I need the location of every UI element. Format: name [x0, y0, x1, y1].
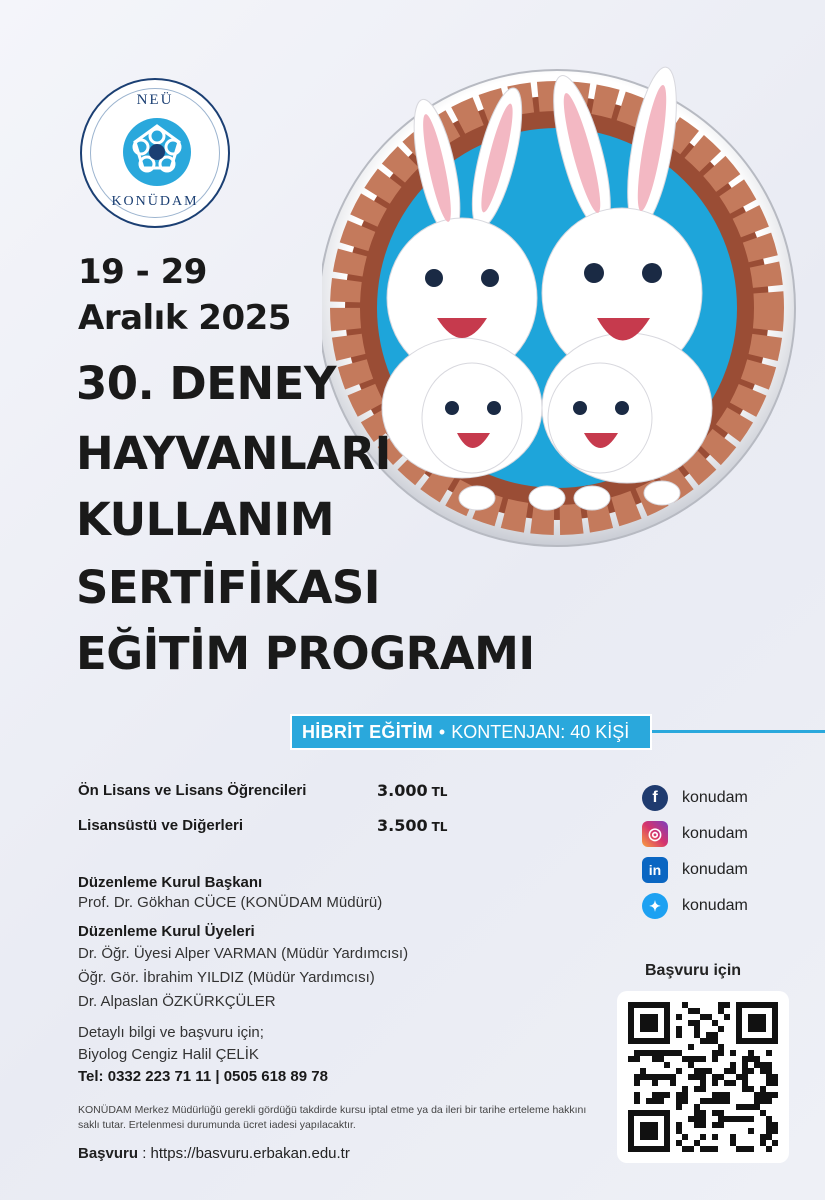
qr-module: [712, 1032, 718, 1038]
qr-module: [712, 1146, 718, 1152]
qr-module: [748, 1086, 754, 1092]
qr-module: [634, 1056, 640, 1062]
qr-module: [736, 1074, 742, 1080]
qr-module: [694, 1020, 700, 1026]
qr-module: [718, 1116, 724, 1122]
qr-module: [730, 1116, 736, 1122]
qr-module: [742, 1056, 748, 1062]
qr-module: [712, 1020, 718, 1026]
qr-module: [754, 1092, 760, 1098]
qr-module: [742, 1086, 748, 1092]
qr-module: [694, 1026, 700, 1032]
price-label-graduate: Lisansüstü ve Diğerleri: [78, 817, 244, 834]
qr-module: [700, 1134, 706, 1140]
qr-module: [652, 1080, 658, 1086]
qr-module: [760, 1098, 766, 1104]
qr-module: [724, 1080, 730, 1086]
qr-module: [670, 1080, 676, 1086]
qr-module: [766, 1122, 772, 1128]
qr-module: [634, 1080, 640, 1086]
qr-module: [742, 1068, 748, 1074]
qr-module: [748, 1068, 754, 1074]
application-line: [78, 1145, 350, 1162]
qr-module: [676, 1050, 682, 1056]
application-separator: :: [142, 1145, 147, 1162]
qr-module: [634, 1092, 640, 1098]
logo-top-text: NEÜ: [136, 92, 174, 108]
social-handle: konudam: [682, 861, 748, 878]
qr-module: [694, 1122, 700, 1128]
qr-title: Başvuru için: [645, 962, 742, 979]
qr-module: [700, 1080, 706, 1086]
qr-module: [688, 1056, 694, 1062]
qr-module: [688, 1074, 694, 1080]
qr-module: [712, 1134, 718, 1140]
qr-module: [718, 1050, 724, 1056]
qr-module: [718, 1110, 724, 1116]
qr-module: [652, 1050, 658, 1056]
qr-module: [712, 1074, 718, 1080]
price-currency: TL: [431, 820, 448, 834]
qr-finder: [640, 1014, 658, 1032]
qr-module: [664, 1074, 670, 1080]
qr-module: [676, 1104, 682, 1110]
qr-module: [766, 1128, 772, 1134]
qr-module: [706, 1038, 712, 1044]
qr-module: [754, 1056, 760, 1062]
social-facebook[interactable]: [642, 785, 748, 811]
social-handle: konudam: [682, 825, 748, 842]
qr-module: [682, 1056, 688, 1062]
qr-module: [724, 1092, 730, 1098]
qr-module: [748, 1146, 754, 1152]
month-year: Aralık 2025: [78, 298, 291, 338]
qr-module: [658, 1056, 664, 1062]
price-value-graduate: [377, 816, 447, 835]
qr-module: [700, 1038, 706, 1044]
qr-module: [772, 1140, 778, 1146]
qr-code-icon: [628, 1002, 778, 1152]
qr-module: [766, 1146, 772, 1152]
title-line-1: 30. DENEY: [76, 357, 336, 410]
qr-module: [706, 1068, 712, 1074]
qr-module: [766, 1080, 772, 1086]
qr-module: [730, 1062, 736, 1068]
qr-module: [718, 1002, 724, 1008]
members-heading: Düzenleme Kurul Üyeleri: [78, 923, 255, 940]
qr-module: [760, 1092, 766, 1098]
qr-module: [688, 1116, 694, 1122]
price-currency: TL: [431, 785, 448, 799]
qr-module: [736, 1116, 742, 1122]
qr-module: [718, 1008, 724, 1014]
logo-bottom-text: KONÜDAM: [111, 194, 199, 209]
qr-module: [712, 1122, 718, 1128]
qr-module: [688, 1062, 694, 1068]
qr-module: [712, 1092, 718, 1098]
qr-module: [634, 1098, 640, 1104]
qr-module: [652, 1074, 658, 1080]
qr-module: [634, 1050, 640, 1056]
qr-module: [742, 1116, 748, 1122]
qr-module: [754, 1062, 760, 1068]
price-amount: 3.500: [377, 816, 428, 835]
qr-module: [760, 1110, 766, 1116]
qr-module: [760, 1140, 766, 1146]
qr-finder: [640, 1122, 658, 1140]
qr-module: [742, 1074, 748, 1080]
date-range: 19 - 29: [78, 252, 207, 292]
training-banner: [290, 714, 652, 750]
qr-module: [730, 1140, 736, 1146]
qr-module: [736, 1146, 742, 1152]
qr-module: [682, 1002, 688, 1008]
qr-module: [700, 1086, 706, 1092]
qr-module: [766, 1134, 772, 1140]
qr-module: [748, 1050, 754, 1056]
qr-module: [718, 1098, 724, 1104]
social-handle: konudam: [682, 897, 748, 914]
qr-code[interactable]: [617, 991, 789, 1163]
qr-module: [712, 1050, 718, 1056]
qr-module: [766, 1116, 772, 1122]
qr-module: [700, 1146, 706, 1152]
rabbits-illustration: [322, 58, 822, 558]
qr-module: [706, 1146, 712, 1152]
qr-module: [646, 1074, 652, 1080]
qr-module: [694, 1032, 700, 1038]
qr-module: [700, 1068, 706, 1074]
qr-module: [718, 1044, 724, 1050]
qr-module: [694, 1140, 700, 1146]
qr-module: [766, 1050, 772, 1056]
qr-module: [772, 1074, 778, 1080]
qr-module: [700, 1116, 706, 1122]
qr-module: [688, 1146, 694, 1152]
qr-module: [772, 1122, 778, 1128]
member-1: Dr. Öğr. Üyesi Alper VARMAN (Müdür Yardımcısı): [78, 945, 409, 962]
qr-module: [706, 1014, 712, 1020]
qr-module: [694, 1056, 700, 1062]
qr-module: [742, 1080, 748, 1086]
qr-module: [760, 1068, 766, 1074]
qr-module: [700, 1098, 706, 1104]
qr-module: [676, 1068, 682, 1074]
qr-module: [628, 1056, 634, 1062]
qr-module: [706, 1098, 712, 1104]
qr-module: [736, 1104, 742, 1110]
konudam-logo: [80, 78, 230, 228]
qr-module: [724, 1116, 730, 1122]
qr-module: [724, 1014, 730, 1020]
qr-module: [652, 1092, 658, 1098]
qr-module: [676, 1128, 682, 1134]
qr-module: [766, 1068, 772, 1074]
qr-module: [712, 1038, 718, 1044]
qr-module: [676, 1140, 682, 1146]
banner-accent-line: [645, 730, 825, 733]
qr-finder: [748, 1014, 766, 1032]
qr-module: [676, 1014, 682, 1020]
logo-emblem-icon: [121, 116, 193, 188]
social-handle: konudam: [682, 789, 748, 806]
qr-module: [694, 1068, 700, 1074]
qr-module: [712, 1098, 718, 1104]
title-line-3: KULLANIM: [76, 493, 334, 546]
qr-module: [688, 1008, 694, 1014]
qr-module: [748, 1116, 754, 1122]
qr-module: [706, 1032, 712, 1038]
qr-module: [748, 1128, 754, 1134]
qr-module: [772, 1128, 778, 1134]
qr-module: [694, 1074, 700, 1080]
qr-module: [730, 1068, 736, 1074]
price-label-undergrad: Ön Lisans ve Lisans Öğrencileri: [78, 782, 307, 799]
qr-module: [658, 1092, 664, 1098]
member-3: Dr. Alpaslan ÖZKÜRKÇÜLER: [78, 993, 276, 1010]
qr-module: [730, 1050, 736, 1056]
qr-module: [652, 1098, 658, 1104]
qr-module: [742, 1062, 748, 1068]
application-link[interactable]: https://basvuru.erbakan.edu.tr: [150, 1145, 350, 1162]
linkedin-icon: in: [642, 857, 668, 883]
qr-module: [682, 1086, 688, 1092]
qr-module: [676, 1122, 682, 1128]
qr-module: [712, 1110, 718, 1116]
price-value-undergrad: [377, 781, 447, 800]
qr-module: [658, 1074, 664, 1080]
qr-module: [742, 1146, 748, 1152]
qr-module: [766, 1062, 772, 1068]
qr-module: [640, 1068, 646, 1074]
qr-module: [718, 1026, 724, 1032]
qr-module: [772, 1092, 778, 1098]
qr-module: [718, 1074, 724, 1080]
qr-module: [766, 1098, 772, 1104]
contact-intro: Detaylı bilgi ve başvuru için;: [78, 1024, 264, 1041]
qr-module: [700, 1074, 706, 1080]
qr-module: [694, 1110, 700, 1116]
chair-name: Prof. Dr. Gökhan CÜCE (KONÜDAM Müdürü): [78, 894, 383, 911]
qr-module: [676, 1032, 682, 1038]
qr-module: [724, 1002, 730, 1008]
qr-module: [766, 1092, 772, 1098]
qr-module: [664, 1050, 670, 1056]
title-line-4: SERTİFİKASI: [76, 561, 381, 614]
qr-module: [664, 1062, 670, 1068]
qr-module: [676, 1026, 682, 1032]
qr-module: [682, 1146, 688, 1152]
qr-module: [718, 1122, 724, 1128]
qr-module: [748, 1056, 754, 1062]
qr-module: [682, 1092, 688, 1098]
qr-module: [730, 1134, 736, 1140]
qr-module: [676, 1098, 682, 1104]
qr-module: [760, 1134, 766, 1140]
qr-module: [688, 1044, 694, 1050]
qr-module: [640, 1050, 646, 1056]
contact-phone: Tel: 0332 223 71 11 | 0505 618 89 78: [78, 1068, 328, 1085]
qr-module: [694, 1008, 700, 1014]
qr-module: [652, 1056, 658, 1062]
qr-module: [664, 1092, 670, 1098]
qr-module: [688, 1020, 694, 1026]
qr-module: [694, 1086, 700, 1092]
contact-person: Biyolog Cengiz Halil ÇELİK: [78, 1046, 259, 1063]
twitter-icon: ✦: [642, 893, 668, 919]
qr-module: [670, 1050, 676, 1056]
facebook-icon: f: [642, 785, 668, 811]
price-amount: 3.000: [377, 781, 428, 800]
qr-module: [700, 1014, 706, 1020]
qr-module: [760, 1086, 766, 1092]
qr-module: [682, 1098, 688, 1104]
qr-module: [670, 1074, 676, 1080]
qr-module: [730, 1080, 736, 1086]
qr-module: [712, 1056, 718, 1062]
qr-module: [754, 1104, 760, 1110]
training-mode: HİBRİT EĞİTİM: [302, 721, 433, 742]
qr-module: [700, 1122, 706, 1128]
social-linkedin[interactable]: [642, 857, 748, 883]
social-twitter[interactable]: [642, 893, 748, 919]
qr-module: [658, 1098, 664, 1104]
qr-module: [640, 1074, 646, 1080]
qr-module: [634, 1074, 640, 1080]
qr-module: [694, 1104, 700, 1110]
qr-module: [700, 1110, 706, 1116]
qr-module: [646, 1098, 652, 1104]
title-line-5: EĞİTİM PROGRAMI: [76, 627, 535, 680]
qr-module: [760, 1062, 766, 1068]
qr-module: [766, 1074, 772, 1080]
qr-module: [724, 1098, 730, 1104]
qr-module: [700, 1056, 706, 1062]
capacity-text: KONTENJAN: 40 KİŞİ: [451, 721, 630, 742]
member-2: Öğr. Gör. İbrahim YILDIZ (Müdür Yardımcısı): [78, 969, 375, 986]
banner-separator: •: [438, 721, 446, 742]
title-line-2: HAYVANLARI: [76, 427, 391, 480]
qr-module: [682, 1134, 688, 1140]
qr-module: [718, 1092, 724, 1098]
social-instagram[interactable]: [642, 821, 748, 847]
qr-module: [658, 1050, 664, 1056]
qr-module: [724, 1068, 730, 1074]
qr-module: [772, 1080, 778, 1086]
qr-module: [742, 1104, 748, 1110]
qr-module: [676, 1092, 682, 1098]
qr-module: [754, 1098, 760, 1104]
qr-module: [712, 1080, 718, 1086]
qr-module: [748, 1104, 754, 1110]
legal-note: KONÜDAM Merkez Müdürlüğü gerekli gördüğü takdirde kursu iptal etme ya da ileri bir tarihe erteleme hakkını saklı tutar. Ertelenmesi durumunda ücret iadesi yapılacaktır.: [78, 1104, 587, 1131]
application-label: Başvuru: [78, 1145, 139, 1162]
qr-module: [646, 1050, 652, 1056]
qr-module: [694, 1116, 700, 1122]
chair-heading: Düzenleme Kurul Başkanı: [78, 874, 263, 891]
instagram-icon: ◎: [642, 821, 668, 847]
